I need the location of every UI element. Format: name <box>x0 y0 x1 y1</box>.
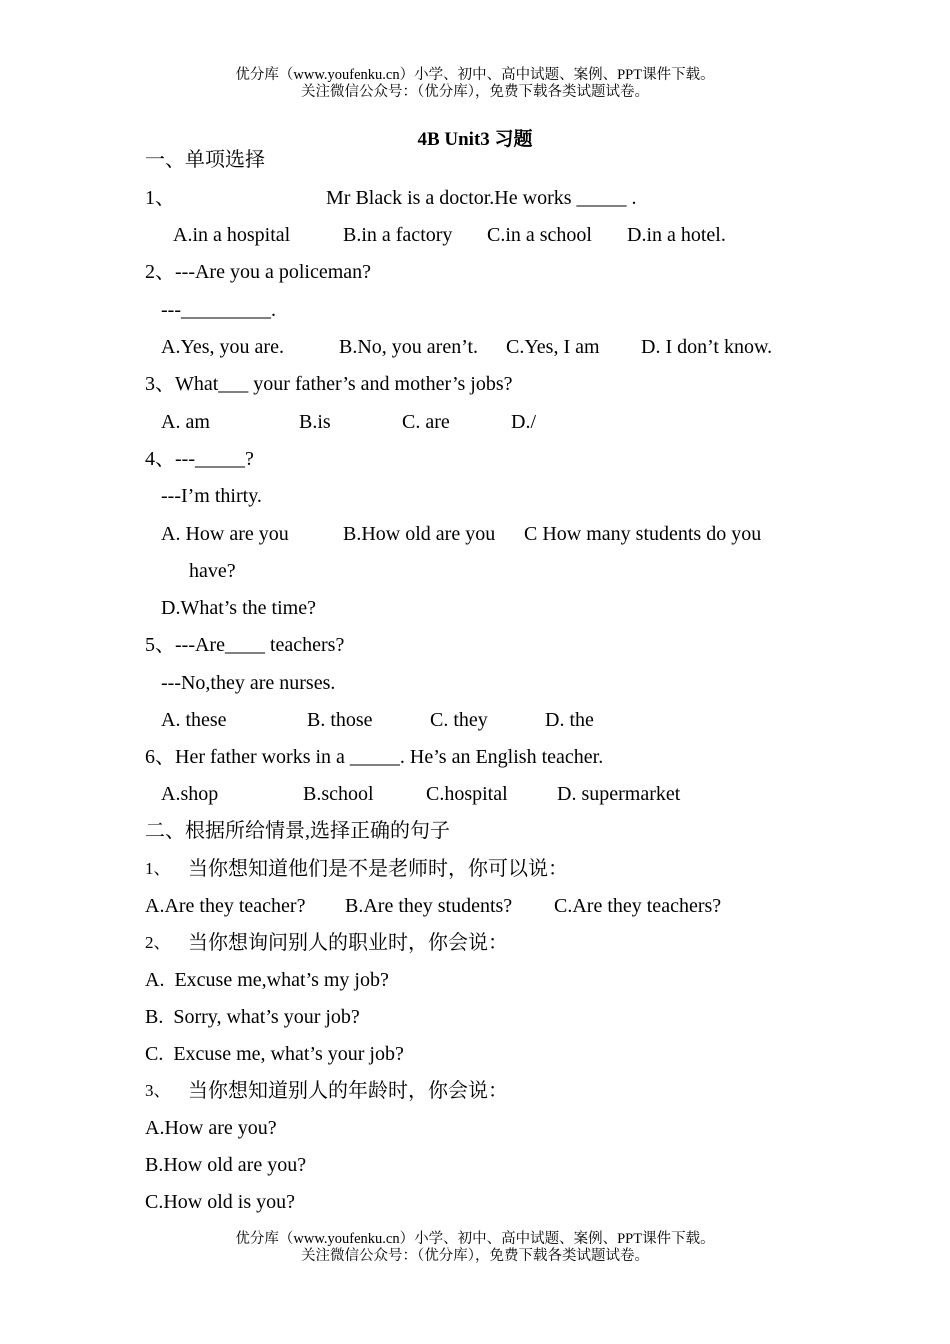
s2-q2-number: 2、 <box>145 933 171 952</box>
s2-q1-option-a: A.Are they teacher? <box>145 895 306 917</box>
q3-option-b: B.is <box>299 411 331 433</box>
q4-option-b: B.How old are you <box>343 523 496 545</box>
s2-q1-option-c: C.Are they teachers? <box>554 895 722 917</box>
section1-heading: 一、单项选择 <box>145 149 265 171</box>
q1-option-a: A.in a hospital <box>173 224 291 246</box>
s2-q1-number: 1、 <box>145 859 171 878</box>
q4-reply: ---I’m thirty. <box>161 485 262 507</box>
q4-option-c: C How many students do you <box>524 523 762 545</box>
q2-option-c: C.Yes, I am <box>506 336 600 358</box>
q2-text: 2、---Are you a policeman? <box>145 261 372 283</box>
q2-reply: ---_________. <box>161 299 276 321</box>
q1-option-c: C.in a school <box>487 224 592 246</box>
q1-text: Mr Black is a doctor.He works _____ . <box>326 187 637 209</box>
s2-q3-text: 当你想知道别人的年龄时，你会说： <box>188 1080 508 1102</box>
q4-option-a: A. How are you <box>161 523 289 545</box>
q2-option-b: B.No, you aren’t. <box>339 336 479 358</box>
s2-q2-option-c: C. Excuse me, what’s your job? <box>145 1043 404 1065</box>
header-line-1: 优分库（www.youfenku.cn）小学、初中、高中试题、案例、PPT课件下载。 <box>235 67 715 83</box>
s2-q2-option-a: A. Excuse me,what’s my job? <box>145 969 389 991</box>
page-title: 4B Unit3 习题 <box>417 129 533 150</box>
s2-q1-text: 当你想知道他们是不是老师时，你可以说： <box>188 858 568 880</box>
q6-option-c: C.hospital <box>426 783 508 805</box>
s2-q2-text: 当你想询问别人的职业时，你会说： <box>188 932 508 954</box>
footer-line-1: 优分库（www.youfenku.cn）小学、初中、高中试题、案例、PPT课件下载。 <box>235 1231 715 1247</box>
q5-text: 5、---Are____ teachers? <box>145 634 345 656</box>
footer-line-2: 关注微信公众号：（优分库），免费下载各类试题试卷。 <box>301 1248 649 1264</box>
q1-number: 1、 <box>145 187 175 209</box>
q2-option-a: A.Yes, you are. <box>161 336 284 358</box>
s2-q1-option-b: B.Are they students? <box>345 895 513 917</box>
page-footer <box>0 1231 950 1265</box>
s2-q3-option-a: A.How are you? <box>145 1117 277 1139</box>
q6-text: 6、Her father works in a _____. He’s an English teacher. <box>145 746 604 768</box>
s2-q3-option-b: B.How old are you? <box>145 1154 307 1176</box>
q6-option-a: A.shop <box>161 783 219 805</box>
q3-option-a: A. am <box>161 411 210 433</box>
s2-q3-option-c: C.How old is you? <box>145 1191 295 1213</box>
s2-q3-number: 3、 <box>145 1081 171 1100</box>
q4-text: 4、---_____? <box>145 448 254 470</box>
header-line-2: 关注微信公众号：（优分库），免费下载各类试题试卷。 <box>301 84 649 100</box>
q6-option-d: D. supermarket <box>557 783 681 805</box>
q5-option-d: D. the <box>545 709 594 731</box>
q1-option-d: D.in a hotel. <box>627 224 726 246</box>
page-header <box>0 67 950 101</box>
q4-option-d: D.What’s the time? <box>161 597 316 619</box>
q5-option-a: A. these <box>161 709 227 731</box>
q5-option-c: C. they <box>430 709 488 731</box>
q4-option-c-continued: have? <box>189 560 236 582</box>
q2-option-d: D. I don’t know. <box>641 336 773 358</box>
q5-reply: ---No,they are nurses. <box>161 672 336 694</box>
q3-option-c: C. are <box>402 411 450 433</box>
q3-text: 3、What___ your father’s and mother’s jobs? <box>145 373 513 395</box>
q1-option-b: B.in a factory <box>343 224 453 246</box>
s2-q2-option-b: B. Sorry, what’s your job? <box>145 1006 360 1028</box>
section2-heading: 二、根据所给情景,选择正确的句子 <box>145 820 450 842</box>
q5-option-b: B. those <box>307 709 373 731</box>
q6-option-b: B.school <box>303 783 374 805</box>
q3-option-d: D./ <box>511 411 536 433</box>
